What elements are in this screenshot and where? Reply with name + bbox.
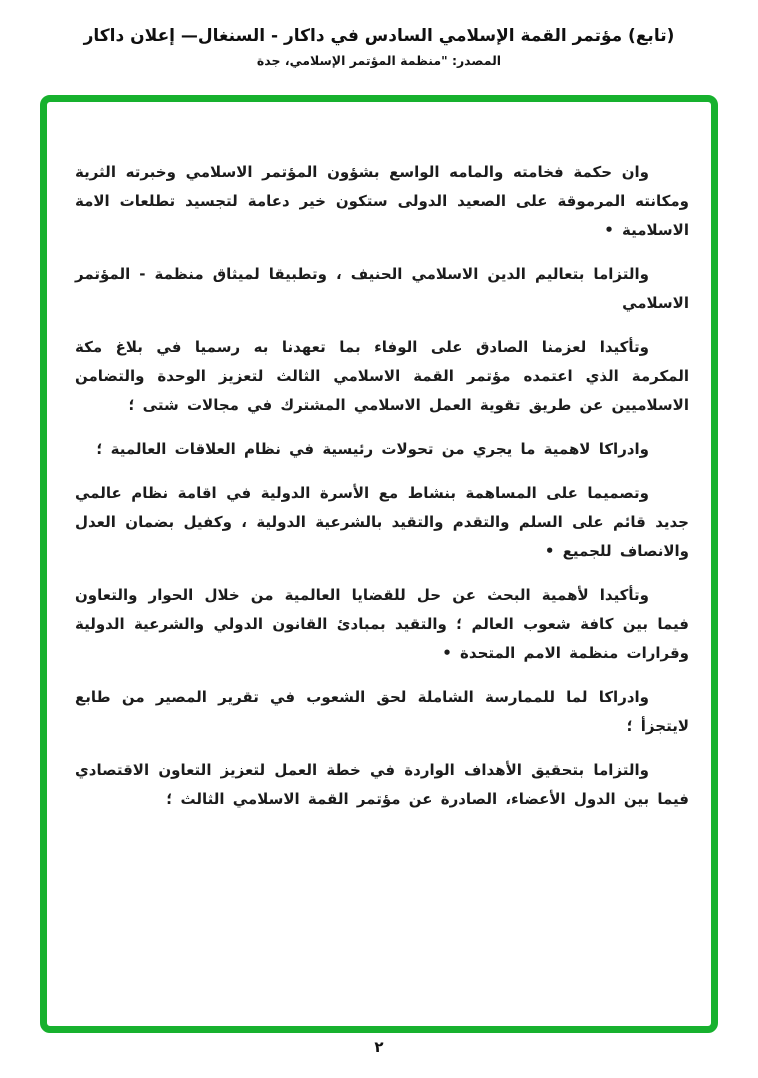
page-number: ٢ xyxy=(374,1038,384,1056)
content-frame xyxy=(40,95,718,1033)
paragraph-8: والتزاما بتحقيق الأهداف الواردة في خطة العمل لتعزيز التعاون الاقتصادي فيما بين الدول الأعضاء، الصادرة عن مؤتمر القمة الاسلامي الثالث ؛ xyxy=(75,761,689,808)
paragraph-7: وادراكا لما للممارسة الشاملة لحق الشعوب في تقرير المصير من طابع لايتجزأ ؛ xyxy=(75,688,689,735)
page-header xyxy=(0,0,758,68)
paragraph-5: وتصميما على المساهمة بنشاط مع الأسرة الدولية في اقامة نظام عالمي جديد قائم على السلم والتقدم والتقيد بالشرعية الدولية ، وكفيل بضمان العدل والانصاف للجميع • xyxy=(75,484,689,560)
paragraph-4: وادراكا لاهمية ما يجري من تحولات رئيسية في نظام العلاقات العالمية ؛ xyxy=(96,440,649,458)
paragraph-3: وتأكيدا لعزمنا الصادق على الوفاء بما تعهدنا به رسميا في بلاغ مكة المكرمة الذي اعتمده مؤتمر القمة الاسلامي الثالث لتعزيز الوحدة والتضامن الاسلاميين عن طريق تقوية العمل الاسلامي المشترك في مجالات شتى ؛ xyxy=(75,338,689,414)
paragraph-2: والتزاما بتعاليم الدين الاسلامي الحنيف ، وتطبيقا لميثاق منظمة - المؤتمر الاسلامي xyxy=(75,265,689,312)
paragraph-6: وتأكيدا لأهمية البحث عن حل للقضايا العالمية من خلال الحوار والتعاون فيما بين كافة شعوب العالم ؛ والتقيد بمبادئ القانون الدولي والشرعية الدولية وقرارات منظمة الامم المتحدة • xyxy=(75,586,689,662)
document-source-line: المصدر: "منظمة المؤتمر الإسلامي، جدة xyxy=(256,52,502,68)
document-title: (تابع) مؤتمر القمة الإسلامي السادس في داكار - السنغال— إعلان داكار xyxy=(83,26,675,46)
paragraph-1: وان حكمة فخامته والمامه الواسع بشؤون المؤتمر الاسلامي وخبرته الثرية ومكانته المرموقة على الصعيد الدولى ستكون خير دعامة لتجسيد تطلعات الامة الاسلامية • xyxy=(75,163,689,239)
